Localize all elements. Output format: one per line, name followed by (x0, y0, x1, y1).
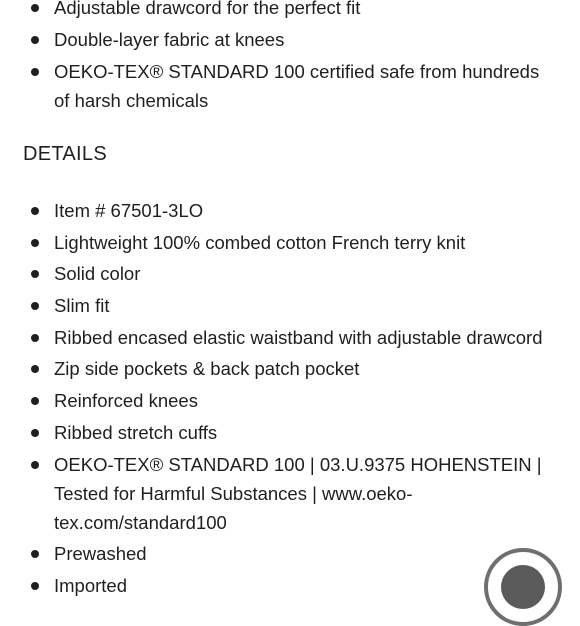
chat-bubble-icon[interactable] (484, 548, 562, 626)
list-item (0, 354, 580, 383)
list-item (0, 450, 580, 537)
list-item (0, 228, 580, 257)
list-item (0, 418, 580, 447)
list-item-text: Double-layer fabric at knees (54, 29, 285, 50)
list-item (0, 0, 580, 22)
bullet-icon (31, 207, 39, 215)
details-list (0, 196, 580, 603)
bullet-icon (31, 397, 39, 405)
list-item (0, 323, 580, 352)
list-item-text: Item # 67501-3LO (54, 200, 204, 221)
bullet-icon (31, 550, 39, 558)
list-item (0, 259, 580, 288)
list-item (0, 386, 580, 415)
list-item-text: Slim fit (54, 295, 110, 317)
list-item (0, 25, 580, 54)
bullet-icon (31, 36, 39, 44)
list-item-text: Ribbed stretch cuffs (54, 421, 218, 443)
bullet-icon (31, 461, 39, 469)
bullet-icon (31, 302, 39, 310)
bullet-icon (31, 429, 39, 437)
list-item-text: OEKO-TEX® STANDARD 100 | 03.U.9375 HOHENSTEIN | Tested for Harmful Substances | www.oeko-tex.com/standard100 (54, 453, 542, 533)
bullet-icon (31, 239, 39, 247)
list-item-text: Zip side pockets & back patch pocket (54, 358, 360, 380)
list-item-text: Adjustable drawcord for the perfect fit (54, 0, 361, 18)
bullet-icon (31, 270, 39, 278)
bullet-icon (31, 334, 39, 342)
bullet-icon (31, 582, 39, 590)
list-item-text: Reinforced knees (54, 390, 198, 412)
features-list (0, 0, 580, 115)
list-item-text: Imported (54, 574, 128, 596)
bullet-icon (31, 4, 39, 12)
list-item (0, 57, 580, 115)
list-item-text: Lightweight 100% combed cotton French terry knit (54, 231, 466, 253)
bullet-icon (31, 68, 39, 76)
list-item-text: Solid color (54, 263, 141, 285)
list-item-text: Prewashed (54, 543, 147, 565)
details-heading: DETAILS (23, 143, 107, 165)
bullet-icon (31, 365, 39, 373)
list-item-text: Ribbed encased elastic waistband with adjustable drawcord (54, 326, 543, 348)
list-item (0, 291, 580, 320)
list-item-text: OEKO-TEX® STANDARD 100 certified safe from hundreds of harsh chemicals (54, 61, 540, 111)
list-item (0, 196, 580, 225)
